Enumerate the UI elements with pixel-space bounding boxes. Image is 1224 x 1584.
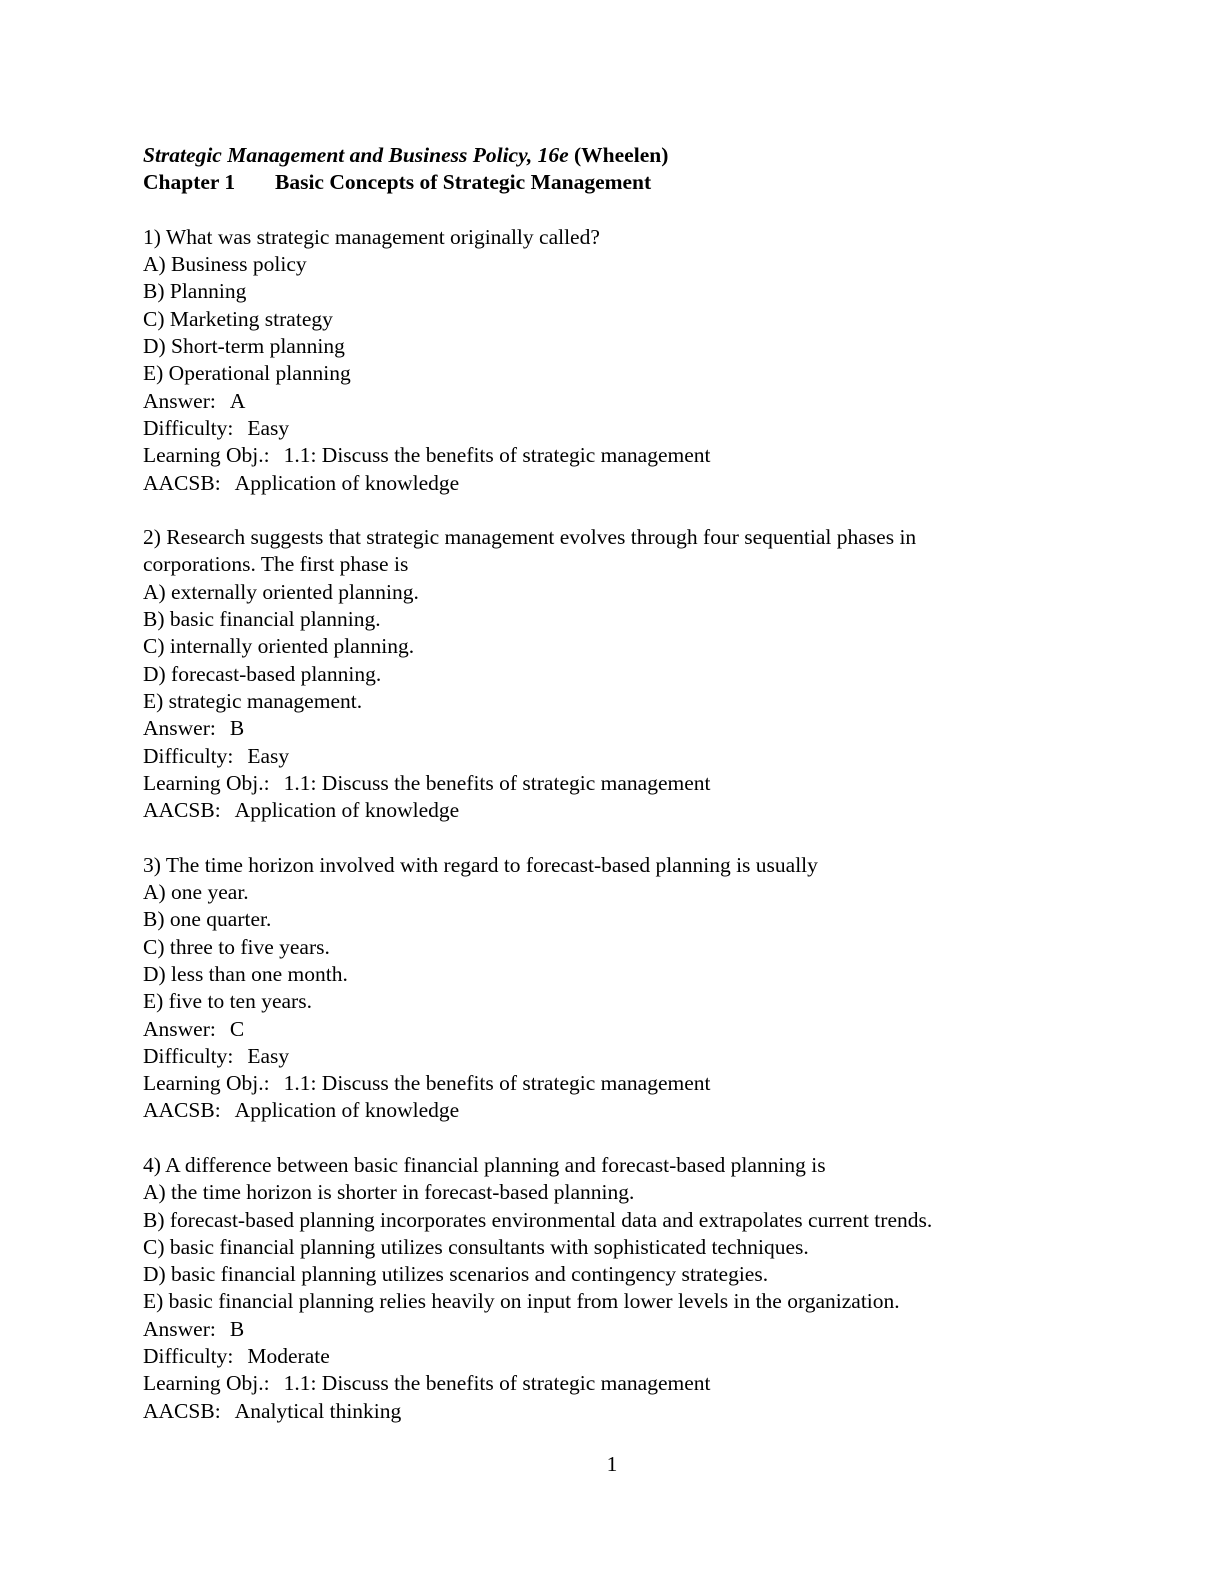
meta-label: AACSB: xyxy=(143,798,221,823)
question-block xyxy=(143,224,1043,497)
answer-line xyxy=(143,1016,1043,1043)
answer-line xyxy=(143,1316,1043,1343)
question-block xyxy=(143,852,1043,1125)
meta-value: 1.1: Discuss the benefits of strategic management xyxy=(283,770,711,795)
answer-option: E) five to ten years. xyxy=(143,989,312,1014)
answer-option: D) forecast-based planning. xyxy=(143,661,382,686)
question-stem: 4) A difference between basic financial planning and forecast-based planning is xyxy=(143,1152,826,1177)
author-name: (Wheelen) xyxy=(574,143,669,167)
aacsb-line xyxy=(143,1398,1043,1425)
aacsb-line xyxy=(143,797,1043,824)
answer-option: B) Planning xyxy=(143,279,247,304)
meta-label: Difficulty: xyxy=(143,1043,234,1068)
question-list xyxy=(143,224,1043,1425)
chapter-title: Basic Concepts of Strategic Management xyxy=(275,170,652,195)
answer-option: A) externally oriented planning. xyxy=(143,579,419,604)
answer-line xyxy=(143,388,1043,415)
meta-label: Learning Obj.: xyxy=(143,770,270,795)
meta-value: Moderate xyxy=(247,1344,330,1369)
meta-label: AACSB: xyxy=(143,470,221,495)
meta-value: Easy xyxy=(247,1043,290,1068)
meta-label: Learning Obj.: xyxy=(143,1371,270,1396)
meta-label: Answer: xyxy=(143,1016,216,1041)
difficulty-line xyxy=(143,415,1043,442)
meta-label: Learning Obj.: xyxy=(143,1071,270,1096)
meta-label: Answer: xyxy=(143,1316,216,1341)
chapter-heading xyxy=(143,169,1043,196)
answer-option: A) the time horizon is shorter in forecast-based planning. xyxy=(143,1180,635,1205)
learning-objective-line xyxy=(143,442,1043,469)
meta-value: B xyxy=(229,716,245,741)
meta-value: C xyxy=(229,1016,245,1041)
meta-label: Difficulty: xyxy=(143,415,234,440)
question-block xyxy=(143,1152,1043,1425)
learning-objective-line xyxy=(143,1070,1043,1097)
learning-objective-line xyxy=(143,1370,1043,1397)
answer-option: C) three to five years. xyxy=(143,934,330,959)
meta-value: 1.1: Discuss the benefits of strategic management xyxy=(283,1371,711,1396)
question-stem: 2) Research suggests that strategic management evolves through four sequential phases in xyxy=(143,525,917,550)
meta-label: AACSB: xyxy=(143,1398,221,1423)
answer-option: D) Short-term planning xyxy=(143,334,345,359)
difficulty-line xyxy=(143,1043,1043,1070)
answer-option: B) one quarter. xyxy=(143,907,272,932)
aacsb-line xyxy=(143,470,1043,497)
meta-value: Application of knowledge xyxy=(234,798,460,823)
answer-option: C) basic financial planning utilizes consultants with sophisticated techniques. xyxy=(143,1234,809,1259)
question-stem: 1) What was strategic management originally called? xyxy=(143,224,600,249)
answer-option: A) one year. xyxy=(143,880,249,905)
document-title xyxy=(143,142,1043,169)
document-page xyxy=(143,142,1043,1425)
meta-label: Difficulty: xyxy=(143,1344,234,1369)
answer-option: E) basic financial planning relies heavily on input from lower levels in the organization. xyxy=(143,1289,900,1314)
meta-value: B xyxy=(229,1316,245,1341)
meta-value: Analytical thinking xyxy=(234,1398,402,1423)
answer-option: A) Business policy xyxy=(143,252,307,277)
meta-value: Application of knowledge xyxy=(234,1098,460,1123)
question-stem: corporations. The first phase is xyxy=(143,552,409,577)
meta-value: Easy xyxy=(247,415,290,440)
answer-option: D) less than one month. xyxy=(143,961,348,986)
answer-option: B) basic financial planning. xyxy=(143,607,381,632)
meta-value: 1.1: Discuss the benefits of strategic management xyxy=(283,1071,711,1096)
meta-label: Answer: xyxy=(143,388,216,413)
meta-value: Easy xyxy=(247,743,290,768)
chapter-label: Chapter 1 xyxy=(143,170,236,195)
meta-label: AACSB: xyxy=(143,1098,221,1123)
answer-option: B) forecast-based planning incorporates environmental data and extrapolates current trends. xyxy=(143,1207,933,1232)
difficulty-line xyxy=(143,743,1043,770)
answer-option: E) Operational planning xyxy=(143,361,351,386)
answer-line xyxy=(143,715,1043,742)
answer-option: C) Marketing strategy xyxy=(143,306,333,331)
answer-option: E) strategic management. xyxy=(143,688,363,713)
difficulty-line xyxy=(143,1343,1043,1370)
learning-objective-line xyxy=(143,770,1043,797)
question-stem: 3) The time horizon involved with regard to forecast-based planning is usually xyxy=(143,852,818,877)
meta-label: Answer: xyxy=(143,716,216,741)
book-title: Strategic Management and Business Policy, 16e xyxy=(143,143,569,167)
question-block xyxy=(143,524,1043,824)
answer-option: D) basic financial planning utilizes scenarios and contingency strategies. xyxy=(143,1262,769,1287)
meta-value: Application of knowledge xyxy=(234,470,460,495)
answer-option: C) internally oriented planning. xyxy=(143,634,415,659)
meta-label: Difficulty: xyxy=(143,743,234,768)
aacsb-line xyxy=(143,1097,1043,1124)
meta-value: A xyxy=(229,388,246,413)
meta-value: 1.1: Discuss the benefits of strategic management xyxy=(283,443,711,468)
meta-label: Learning Obj.: xyxy=(143,443,270,468)
page-number: 1 xyxy=(606,1452,618,1476)
